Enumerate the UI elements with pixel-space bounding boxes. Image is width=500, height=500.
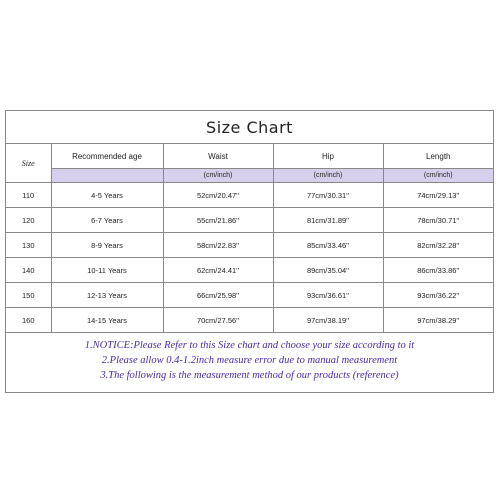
cell-hip: 93cm/36.61'' bbox=[273, 283, 383, 308]
cell-waist: 58cm/22.83'' bbox=[163, 233, 273, 258]
table-row bbox=[6, 208, 493, 233]
table-row bbox=[6, 258, 493, 283]
cell-waist: 62cm/24.41'' bbox=[163, 258, 273, 283]
unit-waist: (cm/inch) bbox=[163, 169, 273, 183]
table-header-row bbox=[6, 144, 493, 169]
header-length: Length bbox=[383, 144, 493, 169]
cell-length: 93cm/36.22'' bbox=[383, 283, 493, 308]
note-2: 2.Please allow 0.4-1.2inch measure error due to manual measurement bbox=[101, 355, 398, 366]
cell-length: 74cm/29.13'' bbox=[383, 183, 493, 208]
cell-size: 150 bbox=[6, 283, 51, 308]
cell-hip: 97cm/38.19'' bbox=[273, 308, 383, 333]
cell-age: 12-13 Years bbox=[51, 283, 163, 308]
unit-row bbox=[6, 169, 493, 183]
cell-size: 140 bbox=[6, 258, 51, 283]
cell-size: 160 bbox=[6, 308, 51, 333]
table-row bbox=[6, 308, 493, 333]
cell-length: 97cm/38.29'' bbox=[383, 308, 493, 333]
cell-age: 14-15 Years bbox=[51, 308, 163, 333]
size-chart-title: Size Chart bbox=[6, 111, 493, 144]
unit-length: (cm/inch) bbox=[383, 169, 493, 183]
cell-hip: 89cm/35.04'' bbox=[273, 258, 383, 283]
cell-size: 120 bbox=[6, 208, 51, 233]
notes-block bbox=[6, 338, 493, 383]
size-chart-frame bbox=[5, 110, 494, 393]
header-size: Size bbox=[6, 144, 51, 183]
unit-hip: (cm/inch) bbox=[273, 169, 383, 183]
cell-age: 4-5 Years bbox=[51, 183, 163, 208]
table-row bbox=[6, 183, 493, 208]
note-3: 3.The following is the measurement method of our products (reference) bbox=[100, 370, 399, 381]
cell-age: 6-7 Years bbox=[51, 208, 163, 233]
cell-hip: 77cm/30.31'' bbox=[273, 183, 383, 208]
cell-hip: 85cm/33.46'' bbox=[273, 233, 383, 258]
table-row bbox=[6, 283, 493, 308]
header-recommended-age: Recommended age bbox=[51, 144, 163, 169]
cell-waist: 66cm/25.98'' bbox=[163, 283, 273, 308]
size-table bbox=[6, 144, 493, 333]
cell-size: 130 bbox=[6, 233, 51, 258]
unit-age-blank bbox=[51, 169, 163, 183]
table-row bbox=[6, 233, 493, 258]
header-waist: Waist bbox=[163, 144, 273, 169]
cell-waist: 70cm/27.56'' bbox=[163, 308, 273, 333]
cell-age: 8-9 Years bbox=[51, 233, 163, 258]
cell-waist: 52cm/20.47'' bbox=[163, 183, 273, 208]
cell-length: 86cm/33.86'' bbox=[383, 258, 493, 283]
note-1: 1.NOTICE:Please Refer to this Size chart and choose your size according to it bbox=[84, 340, 415, 351]
cell-age: 10-11 Years bbox=[51, 258, 163, 283]
cell-size: 110 bbox=[6, 183, 51, 208]
cell-length: 78cm/30.71'' bbox=[383, 208, 493, 233]
cell-waist: 55cm/21.86'' bbox=[163, 208, 273, 233]
header-hip: Hip bbox=[273, 144, 383, 169]
cell-length: 82cm/32.28'' bbox=[383, 233, 493, 258]
cell-hip: 81cm/31.89'' bbox=[273, 208, 383, 233]
